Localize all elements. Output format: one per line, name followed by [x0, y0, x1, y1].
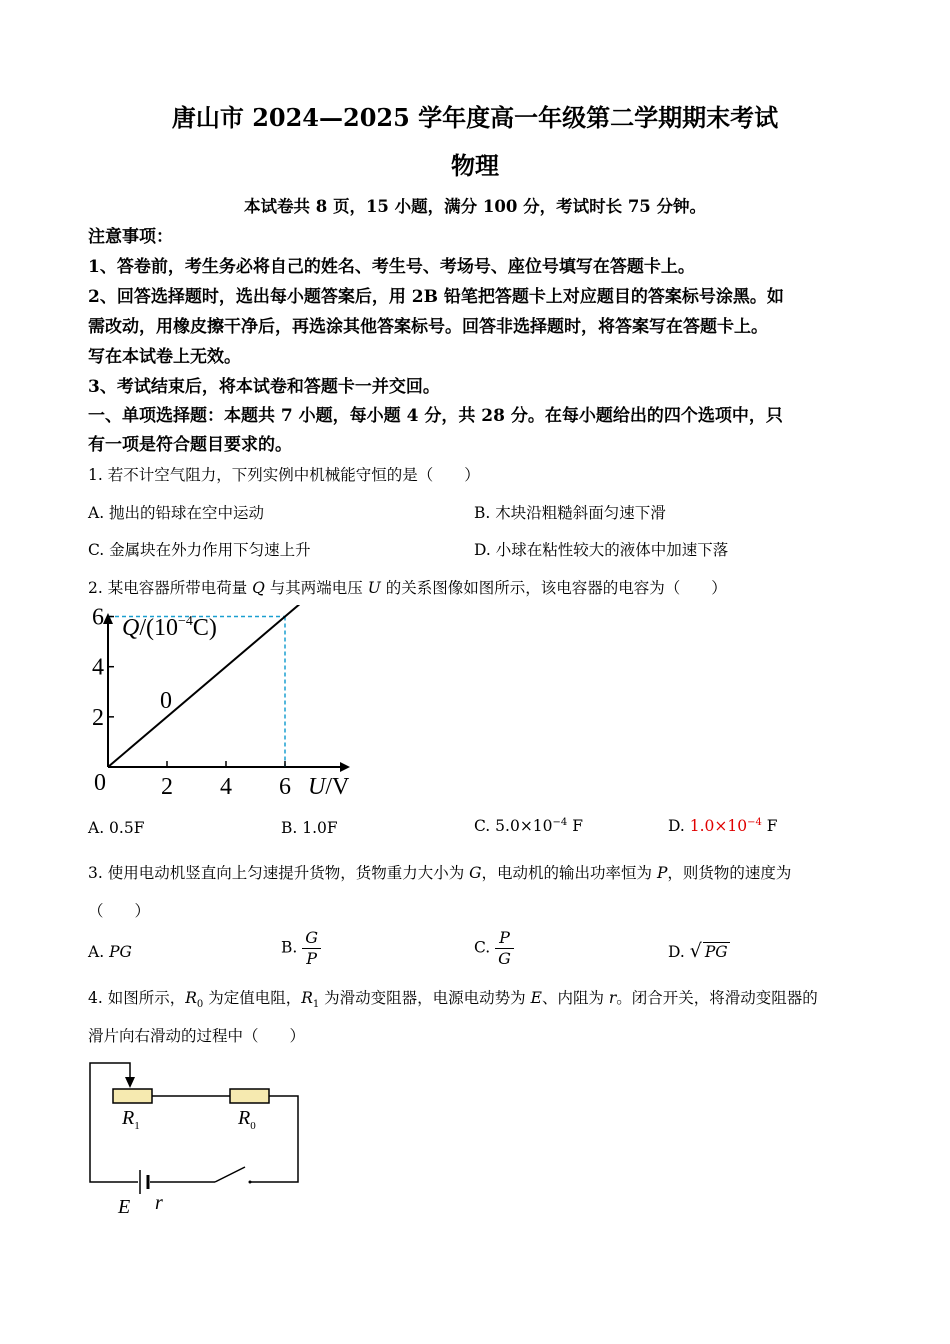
q3-stem-p: P — [656, 864, 668, 882]
q3-stem — [88, 861, 791, 883]
q4-stem — [88, 986, 818, 1010]
q4-stem-part-a: 4. 如图所示， — [88, 989, 186, 1007]
q4-stem-r: r — [608, 989, 617, 1007]
q2-stem-part-a: 2. 某电容器所带电荷量 — [88, 579, 253, 597]
q4-stem-e: E — [530, 989, 542, 1007]
note-item-1: 1、答卷前，考生务必将自己的姓名、考生号、考场号、座位号填写在答题卡上。 — [88, 257, 695, 277]
q3-option-d-label: D. — [668, 943, 685, 961]
sqrt-radical-icon: √ — [689, 940, 702, 962]
q1-stem: 1. 若不计空气阻力，下列实例中机械能守恒的是（ ） — [88, 466, 480, 484]
q2-option-c-mantissa: 5.0×10 — [495, 817, 553, 836]
x-tick-label: 6 — [279, 774, 291, 800]
q2-stem-u: U — [367, 579, 381, 597]
q1-option-a: A. 抛出的铅球在空中运动 — [88, 504, 265, 522]
y-tick-label: 6 — [92, 605, 104, 631]
q2-option-c-exponent: −4 — [552, 817, 568, 828]
note-item-2-line-2: 需改动，用橡皮擦干净后，再选涂其他答案标号。回答非选择题时，将答案写在答题卡上。 — [88, 317, 768, 337]
q3-option-d-value: PG — [704, 943, 728, 961]
q3-option-b-fraction — [302, 928, 321, 969]
switch-contact — [249, 1181, 252, 1184]
exam-title: 唐山市 2024—2025 学年度高一年级第二学期期末考试 — [171, 103, 779, 132]
q3-stem-g: G — [469, 864, 482, 882]
q4-stem-part-c: 为滑动变阻器，电源电动势为 — [319, 989, 531, 1007]
q2-option-d-unit: F — [761, 817, 778, 836]
x-tick-label: 2 — [161, 774, 173, 800]
q-u-chart — [78, 605, 378, 805]
circuit-label-e: E — [118, 1196, 131, 1218]
circuit-diagram — [80, 1055, 320, 1225]
q2-option-c-unit: F — [567, 817, 583, 836]
note-item-2-line-1: 2、回答选择题时，选出每小题答案后，用 2B 铅笔把答题卡上对应题目的答案标号涂黑。如 — [88, 287, 784, 307]
q2-option-a: A. 0.5F — [88, 819, 145, 837]
q2-option-b: B. 1.0F — [281, 819, 338, 837]
q3-option-a-value: PG — [109, 943, 132, 961]
q3-stem-part-a: 3. 使用电动机竖直向上匀速提升货物，货物重力大小为 — [88, 864, 470, 882]
q4-stem-part-b: 为定值电阻， — [203, 989, 302, 1007]
q3-stem-part-c: ，则货物的速度为 — [667, 864, 792, 882]
q3-option-c-numerator: P — [495, 928, 514, 949]
q2-option-d-label: D. — [668, 817, 685, 836]
q3-option-c-fraction — [495, 928, 514, 969]
q3-option-c-label: C. — [474, 938, 491, 957]
y-tick-label: 2 — [92, 704, 104, 731]
chart-annotation: 0 — [160, 688, 172, 714]
resistor-r1 — [113, 1089, 152, 1103]
q3-stem-line-2: （ ） — [88, 902, 151, 920]
q4-stem-r0: R — [185, 989, 197, 1007]
q3-option-c-denominator: G — [498, 949, 511, 968]
q4-stem-r0-sub: 0 — [196, 999, 204, 1011]
chart-y-arrow — [103, 613, 113, 624]
q2-stem-q: Q — [252, 579, 265, 597]
q4-stem-line-2: 滑片向右滑动的过程中（ ） — [88, 1027, 306, 1045]
q3-option-b-denominator: P — [306, 949, 318, 968]
q2-option-d-exponent: −4 — [747, 817, 762, 828]
circuit-label-r1: $R_1$ — [122, 1107, 140, 1132]
note-item-3: 3、考试结束后，将本试卷和答题卡一并交回。 — [88, 377, 440, 397]
chart-x-arrow — [340, 762, 350, 772]
q2-option-c-label: C. — [474, 817, 491, 836]
slider-arrow-icon — [125, 1077, 135, 1088]
q4-stem-part-e: 。闭合开关，将滑动变阻器的 — [616, 989, 818, 1007]
q3-option-d — [668, 940, 730, 962]
q1-option-b: B. 木块沿粗糙斜面匀速下滑 — [474, 504, 666, 522]
q3-stem-part-b: ，电动机的输出功率恒为 — [481, 864, 657, 882]
q3-option-b — [281, 928, 321, 969]
circuit-label-r0: $R_0$ — [238, 1107, 256, 1132]
notes-heading: 注意事项： — [88, 227, 173, 247]
exam-info: 本试卷共 8 页，15 小题，满分 100 分，考试时长 75 分钟。 — [243, 197, 707, 216]
q4-stem-r1: R — [301, 989, 313, 1007]
y-tick-label: 4 — [92, 654, 104, 681]
section-heading-line-2: 有一项是符合题目要求的。 — [88, 435, 292, 455]
q2-option-d — [668, 817, 778, 835]
q3-option-b-numerator: G — [302, 928, 321, 949]
resistor-r0 — [230, 1089, 269, 1103]
q4-stem-r1-sub: 1 — [312, 999, 320, 1011]
q4-stem-part-d: 、内阻为 — [541, 989, 609, 1007]
q2-stem-part-c: 的关系图像如图所示，该电容器的电容为（ ） — [380, 579, 727, 597]
section-heading-line-1: 一、单项选择题：本题共 7 小题，每小题 4 分，共 28 分。在每小题给出的四个选项中，只 — [88, 406, 783, 426]
q1-option-c: C. 金属块在外力作用下匀速上升 — [88, 541, 311, 559]
q2-stem — [88, 576, 727, 598]
q2-option-c — [474, 817, 583, 835]
subject-title: 物理 — [451, 151, 499, 180]
chart-x-label: U/V — [308, 774, 350, 800]
q1-option-d: D. 小球在粘性较大的液体中加速下落 — [474, 541, 729, 559]
q3-option-a-label: A. — [88, 943, 110, 961]
x-tick-label: 4 — [220, 774, 232, 800]
note-item-2-line-3: 写在本试卷上无效。 — [88, 347, 241, 367]
q3-option-b-label: B. — [281, 938, 298, 957]
q3-option-a — [88, 943, 132, 961]
circuit-label-r: r — [155, 1192, 163, 1214]
q2-stem-part-b: 与其两端电压 — [264, 579, 368, 597]
chart-origin-label: 0 — [94, 770, 106, 796]
chart-y-label: $Q/(10^{-4}C)$ — [122, 614, 217, 641]
q2-option-d-mantissa: 1.0×10 — [689, 817, 748, 836]
q3-option-c — [474, 928, 514, 969]
